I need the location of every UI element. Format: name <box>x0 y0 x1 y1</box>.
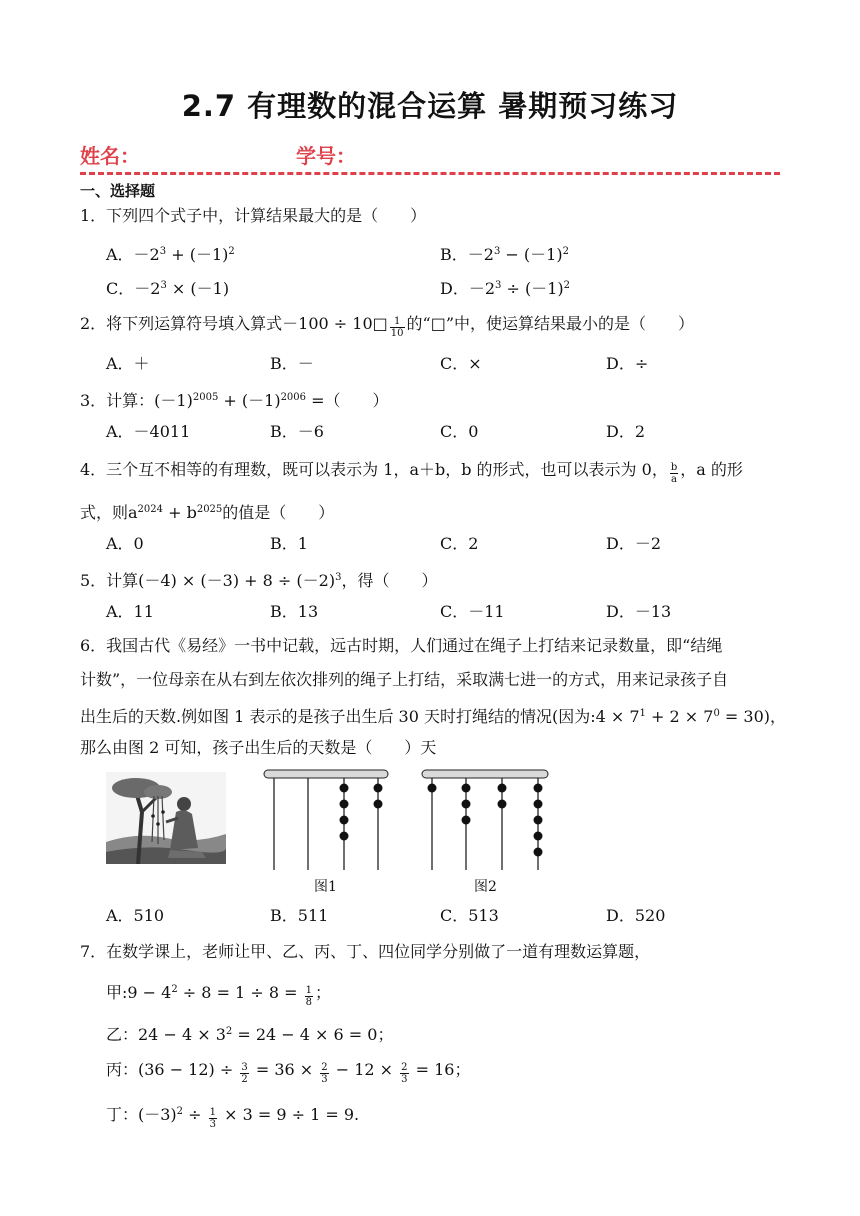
page-title: 2.7 有理数的混合运算 暑期预习练习 <box>181 89 679 123</box>
question-6-line-3: 出生后的天数.例如图 1 表示的是孩子出生后 30 天时打绳结的情况(因为:4 × $7^1 + 2 \times 7^0 = 30$)， <box>80 707 786 726</box>
q4-option-d: D．－2 <box>606 534 662 553</box>
q1-option-c: C．$-2^3 \times (-1)$ <box>106 279 230 298</box>
q7-student-ding: 丁：$(-3)^2$ ÷ $\frac{1}{3}$ × 3 = 9 ÷ 1 = 9. <box>106 1105 360 1130</box>
q6-option-c: C．513 <box>440 906 499 925</box>
q2-option-b: B．－ <box>270 354 314 373</box>
q5-option-c: C．－11 <box>440 602 505 621</box>
q7-student-bing: 丙：(36 − 12) ÷ $\frac{3}{2}$ = 36 × $\frac{2}{3}$ − 12 × $\frac{2}{3}$ = 16； <box>106 1060 471 1085</box>
q4-option-b: B．1 <box>270 534 308 553</box>
q7-student-jia: 甲:9 − $4^2 \div 8 = 1 \div 8$ = $\frac{1}{8}$ ； <box>106 983 331 1008</box>
q2-option-c: C．× <box>440 354 482 373</box>
q4-option-c: C．2 <box>440 534 479 553</box>
question-6-line-2: 计数”，一位母亲在从右到左依次排列的绳子上打结，采取满七进一的方式，用来记录孩子自 <box>80 670 729 689</box>
knot-tying-illustration <box>106 772 226 864</box>
q2-option-a: A．＋ <box>106 354 150 373</box>
q1-option-a: A．$-2^3 + (-1)^2$ <box>106 245 235 264</box>
q6-option-a: A．510 <box>106 906 165 925</box>
question-2-stem: 2．将下列运算符号填入算式－100 ÷ 10□ $\frac{1}{10}$ 的“□”中，使运算结果最小的是（ ） <box>80 314 694 339</box>
student-id-label: 学号： <box>296 144 356 168</box>
q6-option-b: B．511 <box>270 906 329 925</box>
q3-option-b: B．－6 <box>270 422 324 441</box>
q5-option-b: B．13 <box>270 602 319 621</box>
question-6-line-4: 那么由图 2 可知，孩子出生后的天数是（ ）天 <box>80 738 437 757</box>
question-7-stem: 7．在数学课上，老师让甲、乙、丙、丁、四位同学分别做了一道有理数运算题， <box>80 942 651 961</box>
q7-student-yi: 乙：$24 - 4 \times 3^2 = 24 - 4 \times 6 = 0$； <box>106 1025 394 1044</box>
dashed-divider <box>80 172 780 175</box>
figure-1-knot-ropes <box>262 764 392 872</box>
q3-option-d: D．2 <box>606 422 646 441</box>
q3-option-c: C．0 <box>440 422 479 441</box>
q5-option-d: D．－13 <box>606 602 672 621</box>
fraction-one-tenth: $\frac{1}{10}$ <box>390 316 404 339</box>
q5-option-a: A．11 <box>106 602 154 621</box>
question-4-line-1: 4．三个互不相等的有理数，既可以表示为 1，a＋b，b 的形式，也可以表示为 0， $\frac{b}{a}$ ，a 的形 <box>80 460 743 485</box>
q3-option-a: A．－4011 <box>106 422 191 441</box>
question-1-stem: 1．下列四个式子中，计算结果最大的是（ ） <box>80 206 427 225</box>
figure-2-knot-ropes <box>420 764 552 872</box>
name-label: 姓名： <box>80 144 140 168</box>
q1-option-d: D．$-2^3 \div (-1)^2$ <box>440 279 571 298</box>
q1-option-b: B．$-2^3 - (-1)^2$ <box>440 245 569 264</box>
q2-option-d: D．÷ <box>606 354 649 373</box>
question-5-stem: 5．计算$(-4) \times (-3) + 8 \div (-2)^3$，得（ ） <box>80 571 438 590</box>
figure-2-caption: 图2 <box>474 879 497 895</box>
q6-option-d: D．520 <box>606 906 666 925</box>
fraction-b-over-a: $\frac{b}{a}$ <box>670 462 678 485</box>
question-4-line-2: 式，则$a^{2024} + b^{2025}$的值是（ ） <box>80 503 335 522</box>
figure-1-caption: 图1 <box>314 879 337 895</box>
question-6-line-1: 6．我国古代《易经》一书中记载，远古时期，人们通过在绳子上打结来记录数量，即“结绳 <box>80 636 723 655</box>
q4-option-a: A．0 <box>106 534 144 553</box>
section-heading: 一、选择题 <box>80 182 156 200</box>
question-3-stem: 3．计算：$(-1)^{2005} + (-1)^{2006}$ =（ ） <box>80 391 389 410</box>
